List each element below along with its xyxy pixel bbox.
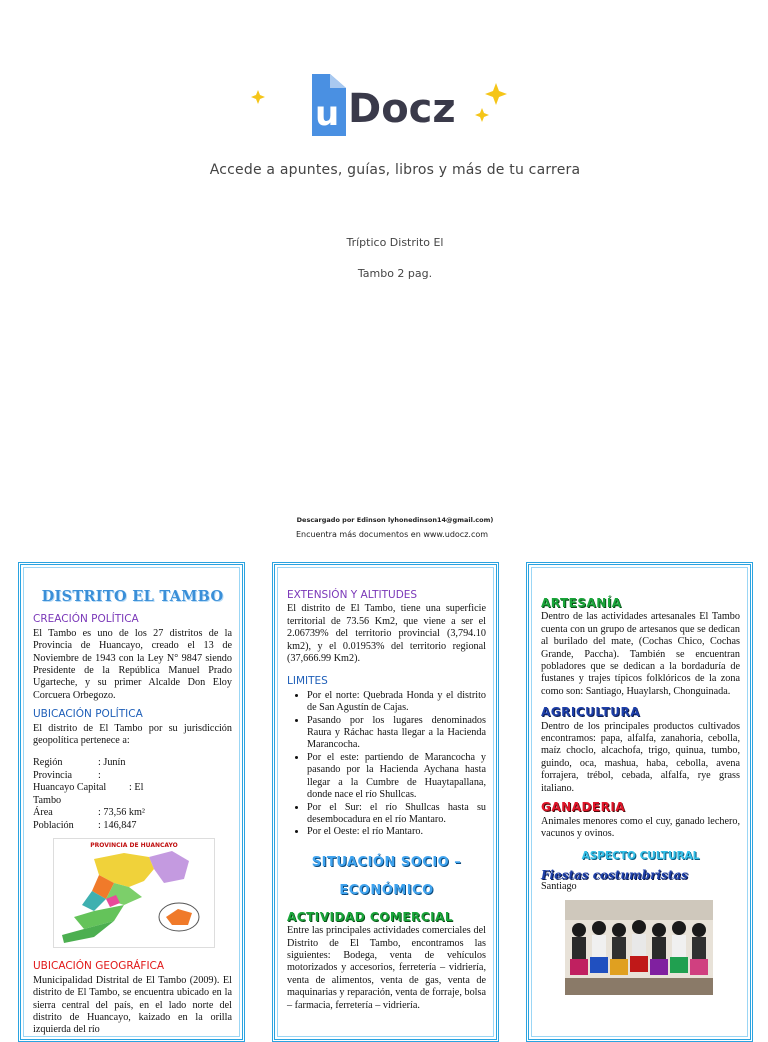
extension-heading: EXTENSIÓN Y ALTITUDES <box>287 589 418 601</box>
data-key: Región <box>33 757 63 769</box>
huancayo-map <box>53 838 215 948</box>
commercial-heading: ACTIVIDAD COMERCIAL <box>287 909 453 924</box>
livestock-text: Animales menores como el cuy, ganado lechero, vacunos y ovinos. <box>541 815 740 839</box>
data-value: : 73,56 km² <box>98 807 145 819</box>
limits-heading: LIMITES <box>287 675 328 688</box>
extension-text: El distrito de El Tambo, tiene una superficie territorial de 73.56 Km2, que viene a ser el 2.06739% del territorio provincial (3,794.10 km2), y el 0.01953% del territorio regional (37,666.99 Km2). <box>287 603 486 665</box>
agriculture-text: Dentro de los principales productos cultivados encontramos: papa, alfalfa, zanahoria, cebolla, maíz choclo, alcachofa, trigo, quinua, tumbo, guindo, oca, mashua, haba, cebolla, avena forrajera, trébol, cebada, alfalfa, rye grass italiano. <box>541 720 740 794</box>
panel-title: DISTRITO EL TAMBO <box>41 588 224 605</box>
data-key: Provincia <box>33 769 73 781</box>
geo-heading: UBICACIÓN GEOGRÁFICA <box>33 960 165 973</box>
document-title: Tríptico Distrito El <box>346 236 444 249</box>
data-value: : <box>98 769 101 781</box>
list-item: • Pasando por los lugares denominados Raura y Ráchac hasta llegar a la Hacienda Marancocha. <box>307 715 486 752</box>
data-key: Tambo <box>33 794 62 806</box>
logo-letter: u <box>315 94 340 134</box>
creation-text: El Tambo es uno de los 27 distritos de la Provincia de Huancayo, creado el 13 de Noviembre de 1943 con la Ley N° 9847 siendo Presidente de la República Manuel Prado Ugarteche, y su primer Alcalde Don Eloy Corcuera Orbegozo. <box>33 627 232 701</box>
data-key: Área <box>33 807 53 819</box>
list-item: • Por el Oeste: el río Mantaro. <box>307 826 486 838</box>
crafts-heading: ARTESANÍA <box>541 596 622 610</box>
logo-text: Docz <box>348 86 456 132</box>
data-value <box>98 795 232 807</box>
data-row <box>33 807 232 819</box>
socio-economic-heading: SITUACIÓN SOCIO – ECONÓMICO <box>311 854 462 898</box>
map-title: PROVINCIA DE HUANCAYO <box>90 841 178 849</box>
festivals-heading: Fiestas costumbristas <box>541 867 688 882</box>
list-item: • Por el este: partiendo de Marancocha y pasando por la Hacienda Aychana hasta llegar a la Cumbre de Huaytapallana, donde nace el río Shullcas. <box>307 752 486 802</box>
commercial-text: Entre las principales actividades comerciales del Distrito de El Tambo, encontramos las siguientes: Bodega, venta de vehículos motorizados y accesorios, ferretería – vidriería, venta de alimentos, venta de gas, venta de maquinarias y reparación, venta de forraje, bolsa – farmacia, ferretería – vidriería. <box>287 925 486 1011</box>
data-value: : El <box>129 782 144 794</box>
document-title-line2: Tambo 2 pag. <box>357 267 433 280</box>
document-icon <box>312 74 346 136</box>
festivals-text: Santiago <box>541 881 577 893</box>
list-item: • Por el norte: Quebrada Honda y el distrito de San Agustín de Cajas. <box>307 690 486 715</box>
data-value: : 146,847 <box>98 819 137 831</box>
data-row <box>33 782 232 794</box>
livestock-heading: GANADERIA <box>541 800 626 815</box>
data-key: Población <box>33 819 74 831</box>
crafts-text: Dentro de las actividades artesanales El Tambo cuenta con un grupo de artesanos que se dedican al burilado del mate, (Cochas Chico, Cochas Grande, Paccha). También se encuentran pobladores que se dedican a la bordaduría de fustanes y trajes típicos folklóricos de la zona como son: Santiago, Huaylarsh, Chonguinada. <box>541 611 740 697</box>
list-item: • Por el Sur: el río Shullcas hasta su desembocadura en el río Mantaro. <box>307 802 486 827</box>
downloaded-by: Descargado por Edinson lyhonedinson14@gmail.com) <box>296 516 494 524</box>
data-row <box>33 770 232 782</box>
data-value: : Junín <box>98 757 126 769</box>
panel-extension <box>272 562 499 1042</box>
geo-text: Municipalidad Distrital de El Tambo (2009). El distrito de El Tambo, se encuentra ubicado en la sierra central del país, en el lado norte del distrito de Huancayo, kaizado en la orilla izquierda del río <box>33 974 232 1036</box>
more-documents-link[interactable]: Encuentra más documentos en www.udocz.com <box>295 530 489 539</box>
sparkle-icon <box>251 90 265 104</box>
panel-culture <box>526 562 753 1042</box>
culture-heading: ASPECTO CULTURAL <box>581 850 700 863</box>
panel-distrito <box>18 562 245 1042</box>
data-row <box>33 757 232 769</box>
data-key: Huancayo Capital <box>33 782 107 794</box>
data-row <box>33 820 232 832</box>
sparkle-icon <box>475 83 507 122</box>
creation-heading: CREACIÓN POLÍTICA <box>33 613 139 626</box>
limits-list <box>287 690 486 839</box>
agriculture-heading: AGRICULTURA <box>541 705 641 720</box>
political-heading: UBICACIÓN POLÍTICA <box>33 708 143 721</box>
tagline: Accede a apuntes, guías, libros y más de tu carrera <box>209 162 581 178</box>
data-row <box>33 795 232 807</box>
district-data-table <box>33 757 232 831</box>
udocz-logo[interactable] <box>250 70 520 140</box>
political-text: El distrito de El Tambo por su jurisdicción geopolítica pertenece a: <box>33 722 232 747</box>
festival-photo <box>565 900 713 995</box>
